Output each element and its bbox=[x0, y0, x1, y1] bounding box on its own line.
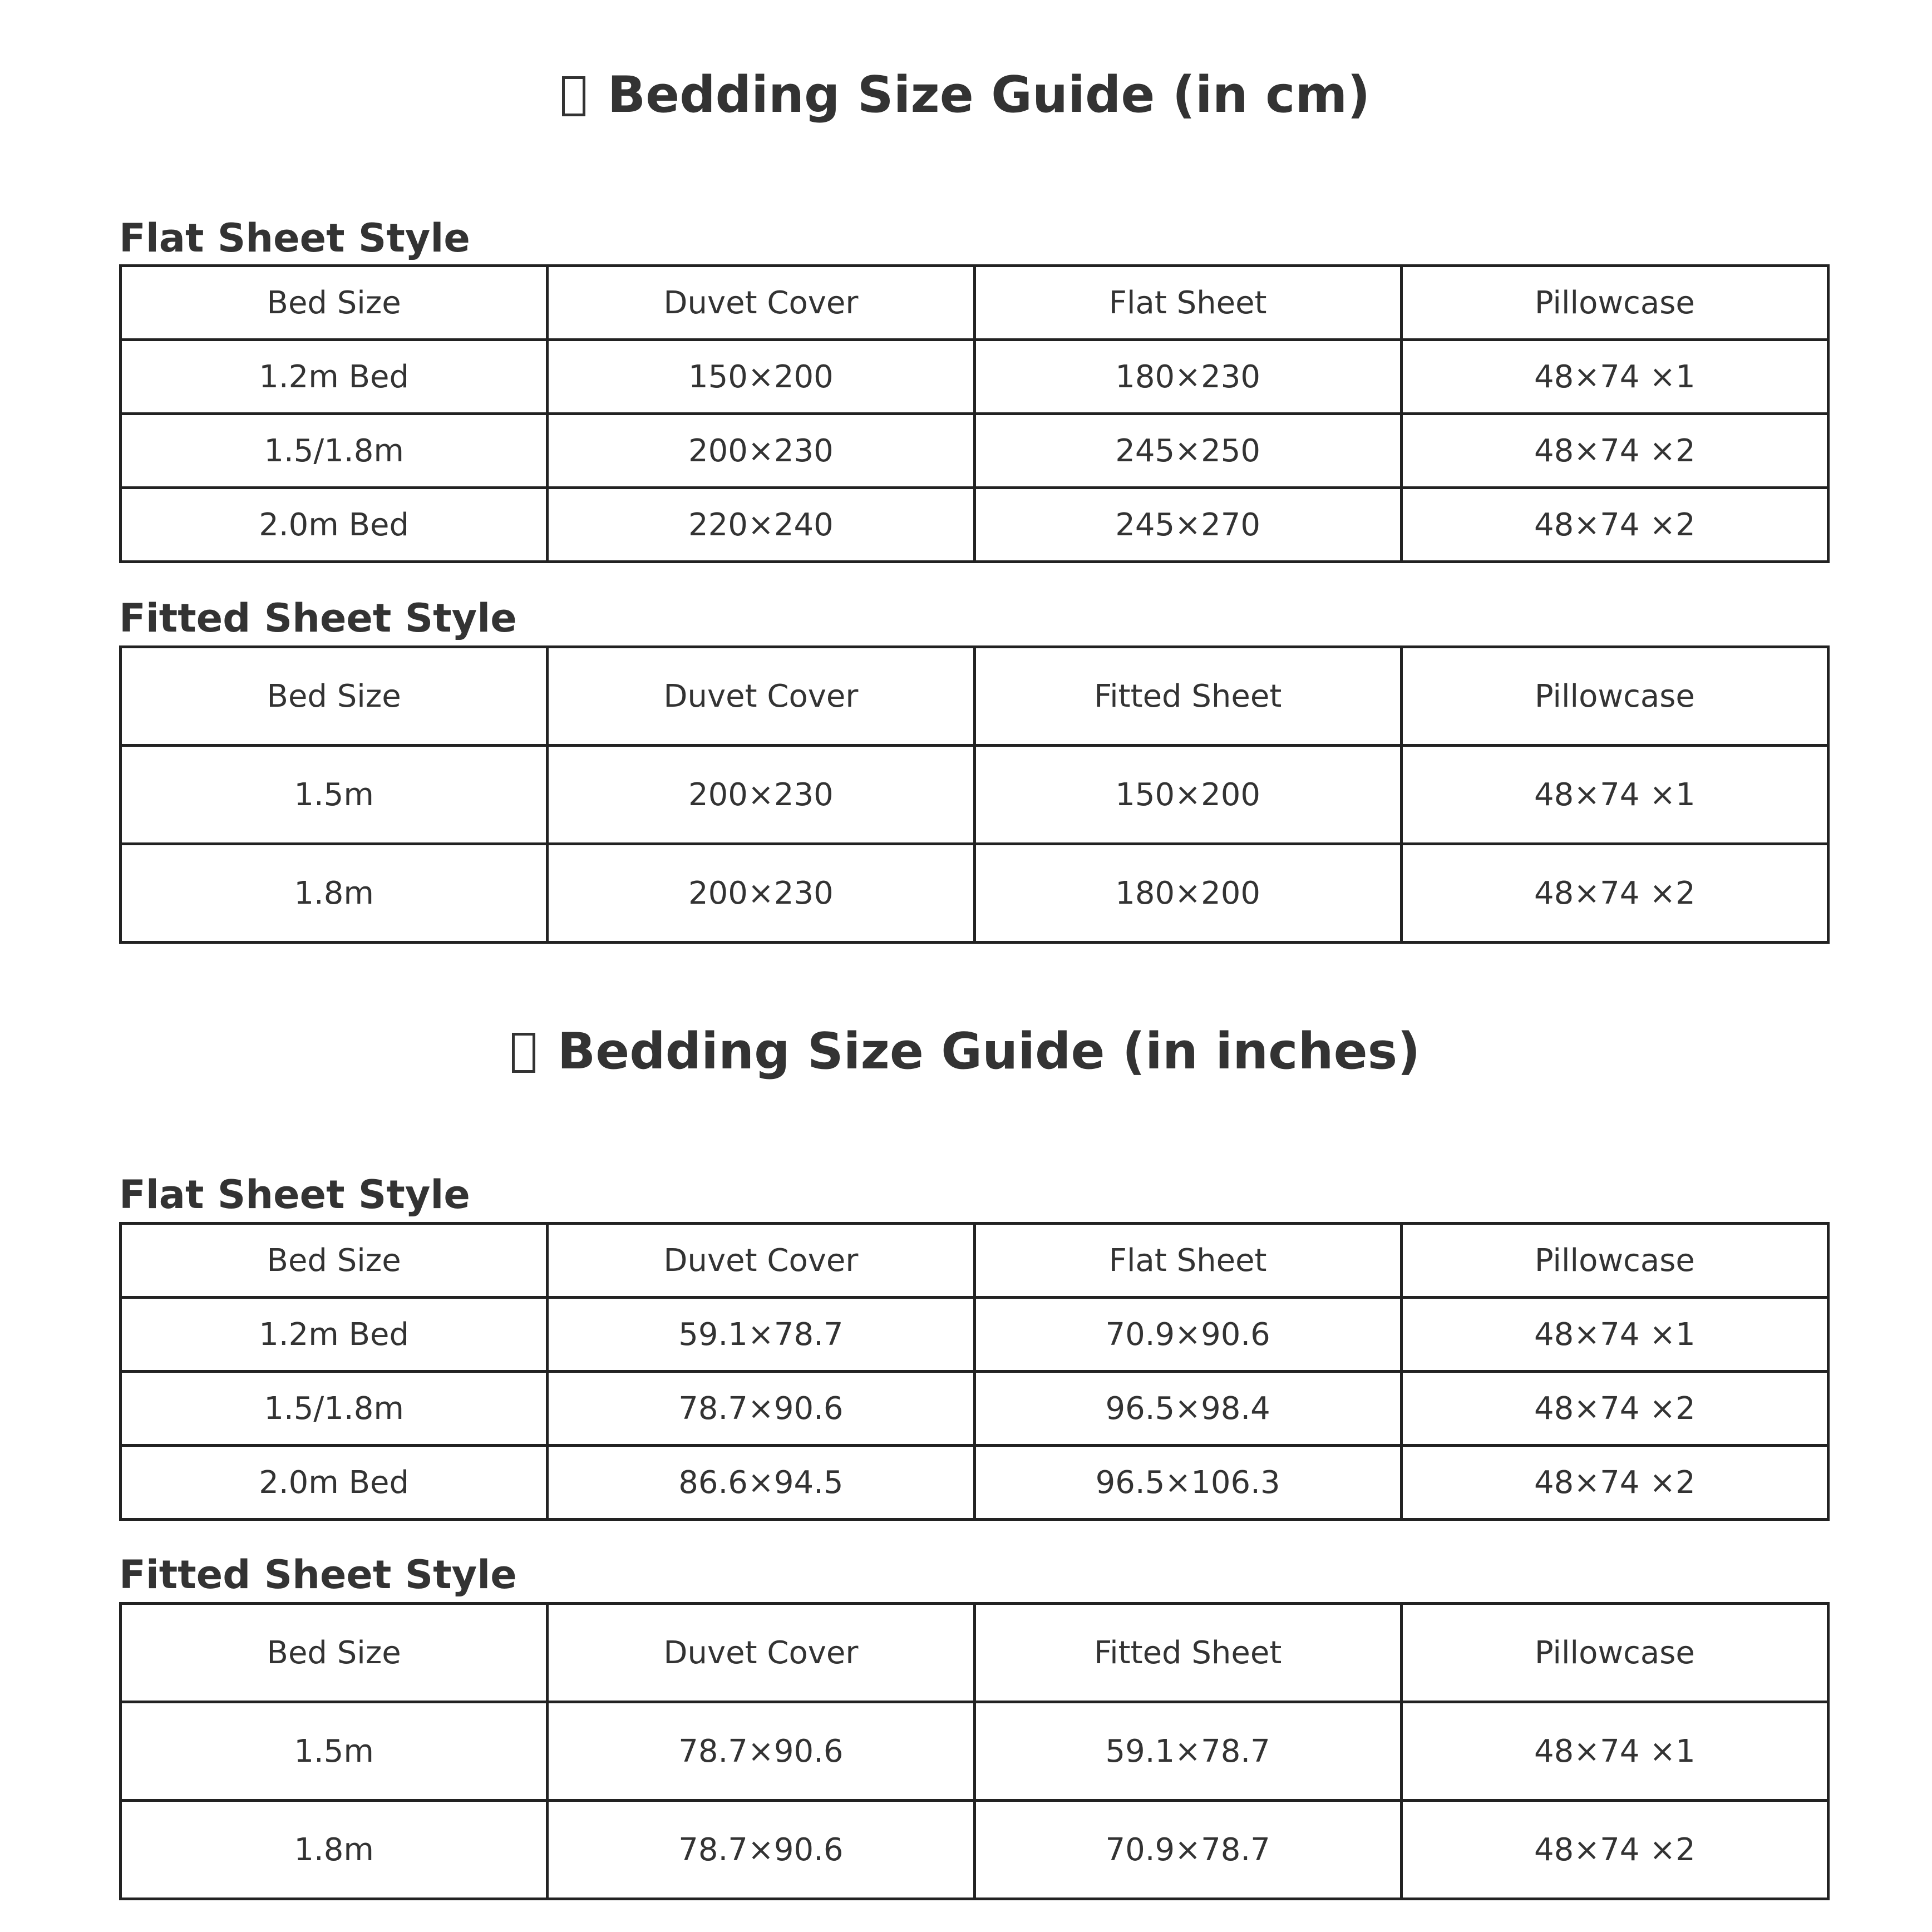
header-cell: Duvet Cover bbox=[548, 1604, 974, 1702]
inches-guide-title bbox=[0, 1021, 1932, 1082]
table-cell: 150×200 bbox=[548, 340, 974, 414]
inches-guide-title-text: Bedding Size Guide (in inches) bbox=[557, 1022, 1421, 1081]
cm-guide-title-text: Bedding Size Guide (in cm) bbox=[607, 66, 1371, 124]
bed-icon bbox=[562, 76, 585, 116]
table-cell: 48×74 ×2 bbox=[1401, 1446, 1828, 1520]
table-cell: 70.9×78.7 bbox=[974, 1801, 1401, 1899]
table-row bbox=[121, 1372, 1828, 1446]
header-cell: Pillowcase bbox=[1401, 647, 1828, 746]
table-cell: 2.0m Bed bbox=[121, 1446, 548, 1520]
header-cell: Pillowcase bbox=[1401, 1224, 1828, 1298]
header-cell: Fitted Sheet bbox=[974, 647, 1401, 746]
table-cell: 78.7×90.6 bbox=[548, 1801, 974, 1899]
table-cell: 48×74 ×2 bbox=[1401, 1372, 1828, 1446]
table-cell: 220×240 bbox=[548, 488, 974, 562]
table-cell: 48×74 ×1 bbox=[1401, 746, 1828, 844]
header-cell: Duvet Cover bbox=[548, 1224, 974, 1298]
table-row bbox=[121, 1702, 1828, 1801]
header-cell: Bed Size bbox=[121, 266, 548, 340]
table-cell: 78.7×90.6 bbox=[548, 1702, 974, 1801]
table-header-row bbox=[121, 266, 1828, 340]
table-cell: 48×74 ×2 bbox=[1401, 414, 1828, 488]
bed-icon bbox=[512, 1033, 535, 1073]
table-cell: 150×200 bbox=[974, 746, 1401, 844]
table-cell: 1.2m Bed bbox=[121, 1298, 548, 1372]
table-cell: 200×230 bbox=[548, 414, 974, 488]
table-cell: 1.8m bbox=[121, 844, 548, 943]
table-cell: 1.5/1.8m bbox=[121, 1372, 548, 1446]
table-header-row bbox=[121, 647, 1828, 746]
table-cell: 96.5×98.4 bbox=[974, 1372, 1401, 1446]
table-cell: 59.1×78.7 bbox=[548, 1298, 974, 1372]
table-cell: 78.7×90.6 bbox=[548, 1372, 974, 1446]
table-cell: 86.6×94.5 bbox=[548, 1446, 974, 1520]
table-cell: 48×74 ×2 bbox=[1401, 844, 1828, 943]
cm-flat-table bbox=[119, 264, 1830, 563]
header-cell: Bed Size bbox=[121, 1604, 548, 1702]
cm-flat-heading: Flat Sheet Style bbox=[119, 215, 470, 261]
cm-fitted-table bbox=[119, 645, 1830, 944]
table-cell: 96.5×106.3 bbox=[974, 1446, 1401, 1520]
table-row bbox=[121, 1446, 1828, 1520]
table-header-row bbox=[121, 1604, 1828, 1702]
table-row bbox=[121, 414, 1828, 488]
table-cell: 1.5/1.8m bbox=[121, 414, 548, 488]
table-cell: 48×74 ×1 bbox=[1401, 340, 1828, 414]
inches-fitted-table bbox=[119, 1602, 1830, 1900]
inches-flat-table bbox=[119, 1222, 1830, 1521]
cm-guide-title bbox=[0, 65, 1932, 126]
table-row bbox=[121, 1298, 1828, 1372]
table-cell: 200×230 bbox=[548, 746, 974, 844]
header-cell: Duvet Cover bbox=[548, 647, 974, 746]
header-cell: Fitted Sheet bbox=[974, 1604, 1401, 1702]
table-cell: 1.5m bbox=[121, 746, 548, 844]
header-cell: Bed Size bbox=[121, 1224, 548, 1298]
table-cell: 1.5m bbox=[121, 1702, 548, 1801]
header-cell: Flat Sheet bbox=[974, 266, 1401, 340]
header-cell: Duvet Cover bbox=[548, 266, 974, 340]
inches-flat-heading: Flat Sheet Style bbox=[119, 1172, 470, 1218]
cm-fitted-heading: Fitted Sheet Style bbox=[119, 595, 517, 641]
table-cell: 48×74 ×1 bbox=[1401, 1702, 1828, 1801]
table-cell: 200×230 bbox=[548, 844, 974, 943]
table-header-row bbox=[121, 1224, 1828, 1298]
table-row bbox=[121, 1801, 1828, 1899]
table-cell: 1.2m Bed bbox=[121, 340, 548, 414]
table-row bbox=[121, 844, 1828, 943]
header-cell: Pillowcase bbox=[1401, 1604, 1828, 1702]
table-cell: 245×250 bbox=[974, 414, 1401, 488]
table-cell: 59.1×78.7 bbox=[974, 1702, 1401, 1801]
table-cell: 70.9×90.6 bbox=[974, 1298, 1401, 1372]
table-row bbox=[121, 340, 1828, 414]
table-cell: 48×74 ×1 bbox=[1401, 1298, 1828, 1372]
table-cell: 2.0m Bed bbox=[121, 488, 548, 562]
header-cell: Flat Sheet bbox=[974, 1224, 1401, 1298]
table-cell: 180×200 bbox=[974, 844, 1401, 943]
table-cell: 1.8m bbox=[121, 1801, 548, 1899]
inches-fitted-heading: Fitted Sheet Style bbox=[119, 1552, 517, 1598]
table-cell: 180×230 bbox=[974, 340, 1401, 414]
table-cell: 245×270 bbox=[974, 488, 1401, 562]
table-cell: 48×74 ×2 bbox=[1401, 1801, 1828, 1899]
table-row bbox=[121, 488, 1828, 562]
table-cell: 48×74 ×2 bbox=[1401, 488, 1828, 562]
header-cell: Pillowcase bbox=[1401, 266, 1828, 340]
table-row bbox=[121, 746, 1828, 844]
header-cell: Bed Size bbox=[121, 647, 548, 746]
